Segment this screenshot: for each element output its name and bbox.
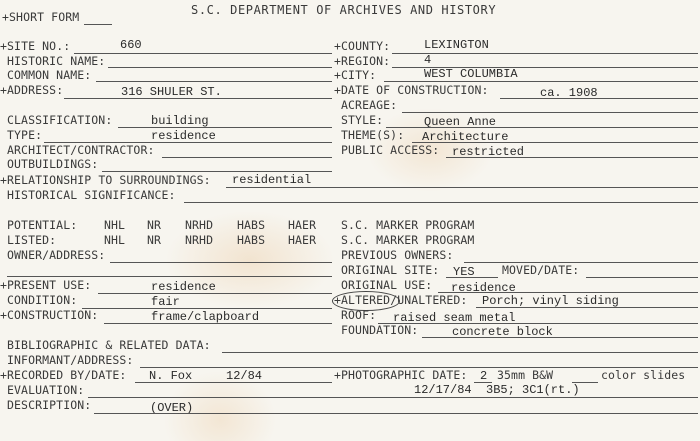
potential-nhl: NHL [104,218,126,232]
historic-name-label: HISTORIC NAME: [7,54,106,68]
moved-date-label: MOVED/DATE: [502,263,580,277]
marker-program-listed: S.C. MARKER PROGRAM [341,233,475,247]
present-use-line [98,293,332,294]
site-no-label: +SITE NO.: [0,39,71,53]
classification-value: building [151,114,209,128]
historical-significance-line [184,202,698,203]
evaluation-line [88,397,698,398]
outbuildings-line [102,171,332,172]
relationship-label: +RELATIONSHIP TO SURROUNDINGS: [0,173,211,187]
date-of-construction-label: +DATE OF CONSTRUCTION: [334,83,489,97]
historic-name-line [108,67,332,68]
description-value: (OVER) [150,401,194,415]
potential-haer: HAER [288,218,317,232]
present-use-label: +PRESENT USE: [0,278,92,292]
owner-address-line-2 [7,276,332,277]
altered-value: Porch; vinyl siding [482,294,619,308]
construction-label: +CONSTRUCTION: [0,308,99,322]
site-no-line [74,53,332,54]
original-site-value: YES [453,265,475,279]
previous-owners-line [464,262,698,263]
architect-line [162,157,332,158]
type-label: TYPE: [7,128,43,142]
region-label: +REGION: [334,54,391,68]
photographic-date-label: +PHOTOGRAPHIC DATE: [334,368,468,382]
photo-color-label: color slides [601,368,686,382]
site-no-value: 660 [120,38,142,52]
foundation-value: concrete block [452,325,553,339]
address-value: 316 SHULER ST. [121,85,222,99]
owner-address-line-1 [110,262,332,263]
relationship-value: residential [232,173,312,187]
condition-line [82,308,332,309]
potential-habs: HABS [237,218,266,232]
roof-line [378,323,698,324]
bibliographic-label: BIBLIOGRAPHIC & RELATED DATA: [7,338,211,352]
themes-label: THEME(S): [341,128,405,142]
city-value: WEST COLUMBIA [424,67,518,81]
recorded-by-value: N. Fox [149,369,193,383]
acreage-label: ACREAGE: [341,98,398,112]
altered-label: +ALTERED/UNALTERED: [334,293,468,307]
original-site-line [446,277,498,278]
style-value: Queen Anne [424,115,497,129]
public-access-line [446,157,698,158]
common-name-line [96,81,332,82]
description-label: DESCRIPTION: [7,398,92,412]
classification-label: CLASSIFICATION: [7,113,113,127]
architect-label: ARCHITECT/CONTRACTOR: [7,143,155,157]
county-value: LEXINGTON [424,38,489,52]
type-value: residence [151,129,216,143]
original-use-label: ORIGINAL USE: [341,278,433,292]
construction-value: frame/clapboard [151,310,260,324]
listed-nrhd: NRHD [185,233,214,247]
potential-label: POTENTIAL: [7,218,78,232]
listed-nr: NR [147,233,162,247]
original-site-label: ORIGINAL SITE: [341,263,440,277]
region-value: 4 [424,53,432,67]
common-name-label: COMMON NAME: [7,68,92,82]
date-of-construction-value: ca. 1908 [540,86,598,100]
construction-line [104,323,332,324]
recorded-by-label: +RECORDED BY/DATE: [0,368,127,382]
owner-address-label: OWNER/ADDRESS: [7,248,106,262]
short-form-label: +SHORT FORM [2,10,80,24]
historical-significance-label: HISTORICAL SIGNIFICANCE: [7,188,176,202]
public-access-value: restricted [452,145,525,159]
potential-nrhd: NRHD [185,218,214,232]
bibliographic-line [222,352,698,353]
short-form-line [84,24,112,25]
foundation-label: FOUNDATION: [341,323,419,337]
condition-value: fair [151,295,180,309]
listed-habs: HABS [237,233,266,247]
description-line [94,413,698,414]
foundation-line [422,337,698,338]
original-use-line [438,292,698,293]
date-of-construction-line [500,98,698,99]
listed-haer: HAER [288,233,317,247]
acreage-line [402,112,698,113]
style-label: STYLE: [341,113,384,127]
roof-value: raised seam metal [393,311,516,325]
potential-nr: NR [147,218,162,232]
marker-program-potential: S.C. MARKER PROGRAM [341,218,475,232]
original-use-value: residence [451,281,516,295]
moved-date-line [586,277,698,278]
present-use-value: residence [151,280,216,294]
county-line [392,53,698,54]
address-label: +ADDRESS: [0,83,64,97]
photo-bw-label: 35mm B&W [497,368,554,382]
style-line [386,127,698,128]
themes-value: Architecture [422,130,509,144]
roof-label: ROOF: [341,308,377,322]
outbuildings-label: OUTBUILDINGS: [7,157,99,171]
informant-label: INFORMANT/ADDRESS: [7,353,134,367]
altered-line [476,307,698,308]
photo-date-value: 12/17/84 [414,383,472,397]
condition-label: CONDITION: [7,293,78,307]
themes-line [412,142,698,143]
relationship-line [226,187,698,188]
photo-count-value: 2 [480,369,488,383]
listed-label: LISTED: [7,233,57,247]
listed-nhl: NHL [104,233,126,247]
classification-line [118,127,332,128]
county-label: +COUNTY: [334,39,391,53]
address-line [64,98,332,99]
recorded-date-value: 12/84 [226,369,263,383]
form-title: S.C. DEPARTMENT OF ARCHIVES AND HISTORY [191,3,497,17]
recorded-by-line [135,382,332,383]
previous-owners-label: PREVIOUS OWNERS: [341,248,454,262]
photo-refs-value: 3B5; 3C1(rt.) [486,383,580,397]
city-line [384,81,698,82]
public-access-label: PUBLIC ACCESS: [341,143,440,157]
city-label: +CITY: [334,68,377,82]
evaluation-label: EVALUATION: [7,383,85,397]
